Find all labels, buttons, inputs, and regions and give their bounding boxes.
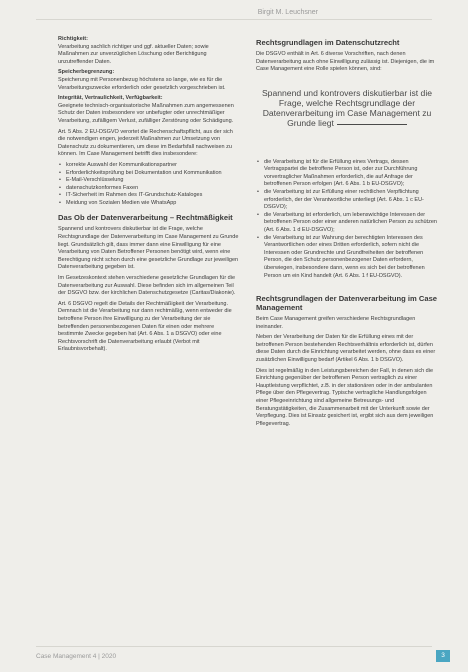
section-heading-datenschutzrecht: Rechtsgrundlagen im Datenschutzrecht (256, 38, 400, 47)
body-paragraph: Spannend und kontrovers diskutierbar ist die Frage, welche Rechtsgrundlage der Datenverarbeitung im Case Management zu Grunde liegt. Grundsätzlich gilt, dass immer dann eine Einwilligung für eine Verarbeitung von Daten Betroffener Personen benötigt wird, wenn eine Berechtigung nicht schon durch eine gesetzliche Grundlage zur jeweiligen Datenverarbeitung gegeben ist. (58, 226, 239, 271)
list-item: • die Verarbeitung ist zur Wahrung der berechtigten Interessen des Verantwortlichen oder eines Dritten erforderlich, sofern nicht die Interessen oder Grundrechte und Grundfreiheiten der betroffenen Person, die den Schutz personenbezogener Daten erfordern, überwiegen, insbesondere dann, wenn es sich bei der betroffenen Person um ein Kind handelt (Art. 6 Abs. 1 f EU-DSGVO). (256, 235, 438, 281)
list-item: • die Verarbeitung ist für die Erfüllung eines Vertrags, dessen Vertragspartei die betroffene Person ist, oder zur Durchführung vorvertraglicher Maßnahmen erforderlich, die auf Anfrage der betroffenen Person erfolgen (Art. 6 Abs. 1 b EU-DSGVO); (256, 159, 438, 189)
running-header (0, 6, 468, 20)
principle-text: Speicherung mit Personenbezug höchstens so lange, wie es für die Verarbeitungszwecke erforderlich oder gesetzlich vorgeschrieben ist. (58, 76, 226, 91)
principle-term: Richtigkeit: (58, 36, 88, 42)
page-footer (0, 646, 468, 666)
body-paragraph: Art. 6 DSGVO regelt die Details der Rechtmäßigkeit der Verarbeitung. Demnach ist die Verarbeitung nur dann rechtmäßig, wenn entweder die betroffene Person ihre Einwilligung zu der Verarbeitung der sie betreffenden personenbezogenen Daten für einen oder mehrere bestimmte Zwecke gegeben hat (Art. 6 Abs. 1 a DSGVO) oder eine Rechtsvorschrift die Datenverarbeitung erlaubt (Verbot mit Erlaubnisvorbehalt). (58, 300, 232, 353)
body-paragraph: Beim Case Management greifen verschiedene Rechtsgrundlagen ineinander. (256, 316, 416, 330)
pull-quote-rule (337, 124, 407, 125)
header-rule (36, 19, 432, 20)
list-item: • Meidung von Sozialen Medien wie WhatsApp (58, 200, 240, 208)
section-heading-rechtmaessigkeit: Das Ob der Datenverarbeitung – Rechtmäßigkeit (58, 213, 233, 223)
principle-richtigkeit (58, 36, 240, 66)
section-heading-case-management: Rechtsgrundlagen der Datenverarbeitung im Case Management (256, 294, 438, 313)
principle-term: Integrität, Vertraulichkeit, Verfügbarkeit: (58, 95, 163, 102)
list-item: • die Verarbeitung ist erforderlich, um lebenswichtige Interessen der betroffenen Person oder einer anderen natürlichen Person zu schützen (Art. 6 Abs. 1 d EU-DSGVO); (256, 212, 438, 235)
principle-integritaet (58, 95, 240, 125)
left-column (58, 36, 240, 357)
header-author: Birgit M. Leuchsner (257, 9, 318, 16)
accountability-list (58, 162, 240, 208)
principle-text: Geeignete technisch-organisatorische Maßnahmen zum angemessenen Schutz der Daten insbesondere vor unbefugter oder unrechtmäßiger Verarbeitung, zufälligem Verlust, zufälliger Zerstörung oder Schädigung. (58, 102, 234, 124)
pull-quote-text: Spannend und kontrovers diskutierbar ist die Frage, welche Rechtsgrundlage der Datenverarbeitung im Case Management zu Grunde liegt (261, 87, 433, 129)
footer-rule (36, 646, 432, 647)
list-item: • korrekte Auswahl der Kommunikationspartner (58, 162, 240, 170)
pull-quote (256, 88, 438, 129)
body-paragraph: Dies ist regelmäßig in den Leistungsbereichen der Fall, in denen sich die Einrichtung gegenüber der betroffenen Person vertraglich zu einer Hauptleistung verpflichtet, z.B. in der stationären oder in der ambulanten Pflege über den Pflegevertrag. Typische vertragliche Handlungsfolgen einer Pflegeeinrichtung sind allgemeine Betreuungs- und Beratungstätigkeiten, die Zusammenarbeit mit der Unterkunft sowie der Verpflegung. Dies ist Einsatz gesichert ist, ergibt sich aus dem jeweiligen Pflegevertrag. (256, 367, 434, 427)
footer-magazine: Case Management 4 | 2020 (36, 653, 117, 660)
body-paragraph: Im Gesetzeskontext stehen verschiedene gesetzliche Grundlagen für die Datenverarbeitung zur Auswahl. Diese befinden sich im allgemeinen Teil der DSGVO bzw. der kirchlichen Datenschutzgesetze (Caritas/Diakonie). (58, 275, 236, 297)
page-number-badge: 3 (436, 650, 450, 662)
list-item: • E-Mail-Verschlüsselung (58, 177, 240, 185)
legal-basis-list (256, 159, 438, 281)
right-column (256, 36, 438, 431)
principle-speicherbegrenzung (58, 69, 240, 92)
list-item: • IT-Sicherheit im Rahmen des IT-Grundschutz-Kataloges (58, 192, 240, 200)
list-item: • die Verarbeitung ist zur Erfüllung einer rechtlichen Verpflichtung erforderlich, der der Verantwortliche unterliegt (Art. 6 Abs. 1 c EU-DSGVO); (256, 189, 438, 212)
list-item: • datenschutzkonformes Faxen (58, 185, 240, 193)
principle-term: Speicherbegrenzung: (58, 69, 115, 76)
body-paragraph: Die DSGVO enthält in Art. 6 diverse Vorschriften, nach denen Datenverarbeitung auch ohne Einwilligung zulässig ist. Diejenigen, die im Case Management eine Rolle spielen können, sind: (256, 51, 435, 73)
accountability-paragraph: Art. 5 Abs. 2 EU-DSGVO verortet die Rechenschaftspflicht, aus der sich die notwendigen engen, jederzeit Maßnahmen zur Umsetzung von Datenschutz zu dokumentieren, um diese im Bedarfsfall nachweisen zu können. Im Case Management betrifft dies insbesondere: (58, 128, 233, 158)
body-paragraph: Neben der Verarbeitung der Daten für die Erfüllung eines mit der betroffenen Person bestehenden Rechtsverhältnis erforderlich ist, dürfen diese Daten durch die Einrichtung verarbeitet werden, ohne dass es einer zusätzlichen Einwilligung bedarf (Artikel 6 Abs. 1 b DSGVO). (256, 334, 436, 364)
list-item: • Erforderlichkeitsprüfung bei Dokumentation und Kommunikation (58, 170, 240, 178)
principle-text: Verarbeitung sachlich richtiger und ggf. aktueller Daten; sowie Maßnahmen zur unverzüglichen Löschung oder Berichtigung unzutreffender Daten. (58, 43, 209, 65)
